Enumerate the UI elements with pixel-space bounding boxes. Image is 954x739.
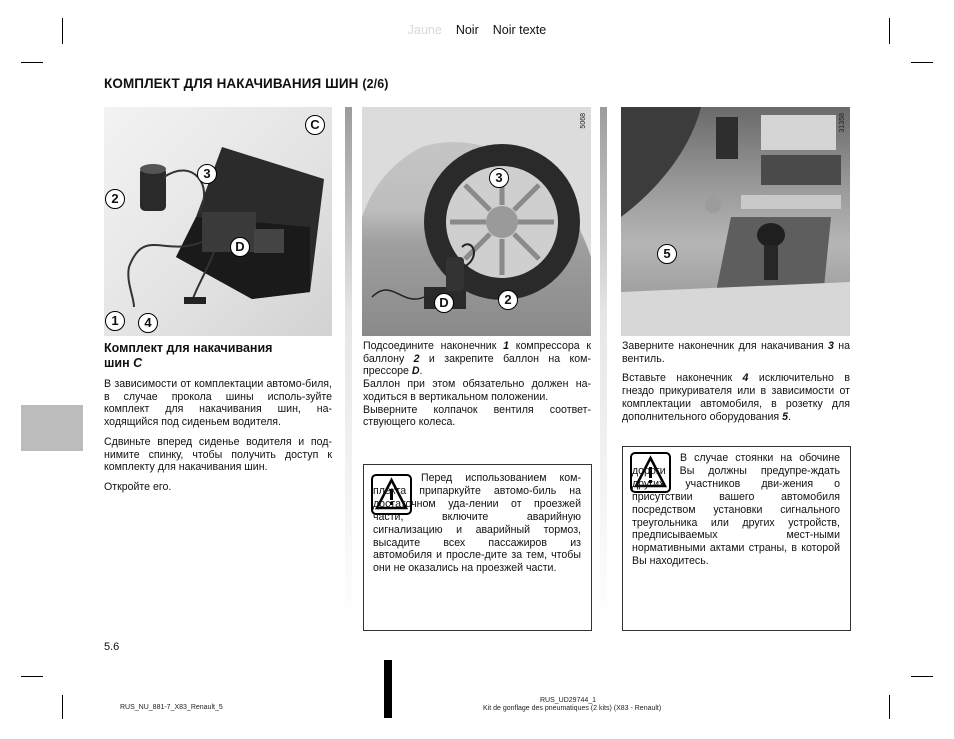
callout-5: 5 <box>657 244 677 264</box>
dashboard-photo <box>621 107 850 336</box>
color-jaune: Jaune <box>407 23 442 37</box>
warning-text: Перед использованием ком-плекта припаркуйте автомо-биль на достаточном уда-лении от проезжей части, включите аварийную сигнализацию и аварийный тормоз, высадите всех пассажиров из автомобиля и просле-дите за тем, чтобы они не оказались на проезжей части. <box>373 472 581 575</box>
subtitle-letter: C <box>133 356 143 370</box>
kit-illustration <box>104 107 332 336</box>
wheel-photo <box>362 107 591 336</box>
title-part: (2/6) <box>362 77 389 91</box>
color-noir-texte: Noir texte <box>492 23 547 37</box>
kit-subtitle <box>104 341 334 371</box>
ref-1: 1 <box>503 340 510 352</box>
column-divider <box>600 107 607 630</box>
column-divider <box>345 107 352 630</box>
callout-2: 2 <box>498 290 518 310</box>
ref-2: 2 <box>413 352 420 365</box>
color-noir: Noir <box>455 23 479 37</box>
color-separations <box>0 23 954 37</box>
col1-paragraph: Откройте его. <box>104 480 172 493</box>
col3-paragraph <box>622 372 850 423</box>
col2-paragraph: Выверните колпачок вентиля соответ-ствующего колеса. <box>363 403 591 429</box>
callout-d: D <box>230 237 250 257</box>
callout-c: C <box>305 115 325 135</box>
subtitle-line2: шин <box>104 356 134 370</box>
footer-left: RUS_NU_881-7_X83_Renault_5 <box>120 704 223 711</box>
callout-3: 3 <box>197 164 217 184</box>
photo-code: 5068 <box>580 113 587 129</box>
text-run: и закрепите баллон на ком-прессоре <box>363 352 591 378</box>
callout-2: 2 <box>105 189 125 209</box>
text-run: . <box>419 365 423 378</box>
ref-d: D <box>411 365 420 378</box>
text-run: Вставьте наконечник <box>622 372 743 385</box>
ref-4: 4 <box>742 372 749 385</box>
col2-paragraph <box>363 340 591 378</box>
text-run: Подсоедините наконечник <box>363 340 504 352</box>
wheel-illustration <box>362 107 591 336</box>
text-run: исключительно в гнездо прикуривателя или в зависимости от комплектации автомобиля, в розетку для дополнительного оборудования <box>622 372 850 423</box>
callout-4: 4 <box>138 313 158 333</box>
col2-text <box>363 340 591 429</box>
kit-photo <box>104 107 332 336</box>
callout-d: D <box>434 293 454 313</box>
photo-code: 31358 <box>839 113 846 133</box>
footer-right-line2: Kit de gonflage des pneumatiques (2 kits) (X83 - Renault) <box>483 705 662 712</box>
page-title <box>104 76 389 91</box>
crop-mark <box>21 676 43 677</box>
callout-3: 3 <box>489 168 509 188</box>
text-run: на вентиль. <box>622 340 850 365</box>
ref-3: 3 <box>827 340 834 352</box>
crop-mark <box>889 695 890 719</box>
col1-paragraph: Сдвиньте вперед сиденье водителя и под-нимите спинку, чтобы получить доступ к комплекту для накачивания шин. <box>104 435 332 474</box>
crop-mark <box>62 695 63 719</box>
footer-right-line1: RUS_UD29744_1 <box>540 697 597 704</box>
page-number: 5.6 <box>104 641 120 653</box>
col1-text <box>104 378 332 501</box>
section-tab <box>21 405 83 451</box>
title-text: КОМПЛЕКТ ДЛЯ НАКАЧИВАНИЯ ШИН <box>104 76 359 91</box>
subtitle-line1: Комплект для накачивания <box>104 341 273 355</box>
crop-mark <box>911 676 933 677</box>
callout-1: 1 <box>105 311 125 331</box>
center-registration-bar <box>384 660 392 718</box>
crop-mark <box>21 62 43 63</box>
text-run: Заверните наконечник для накачивания <box>622 340 828 352</box>
crop-mark <box>911 62 933 63</box>
col2-paragraph: Баллон при этом обязательно должен на-ходиться в вертикальном положении. <box>363 378 591 403</box>
warning-box <box>622 446 851 631</box>
col1-paragraph: В зависимости от комплектации автомо-биля, в случае прокола шины исполь-зуйте комплект для накачивания шин, на-ходящийся под сиденьем водителя. <box>104 378 332 429</box>
col3-text <box>622 340 850 430</box>
text-run: . <box>788 410 791 423</box>
text-run: компрессора к баллону <box>363 340 592 365</box>
ref-5: 5 <box>782 410 788 423</box>
warning-box <box>363 464 592 631</box>
col3-paragraph <box>622 340 850 365</box>
dashboard-illustration <box>621 107 850 336</box>
warning-text: В случае стоянки на обочине дороги Вы должны предупре-ждать других участников дви-жения о присутствии вашего автомобиля посредством установки сигнального треугольника или других устройств, предписываемых мест-ными нормативными актами страны, в которой Вы находитесь. <box>632 452 840 568</box>
